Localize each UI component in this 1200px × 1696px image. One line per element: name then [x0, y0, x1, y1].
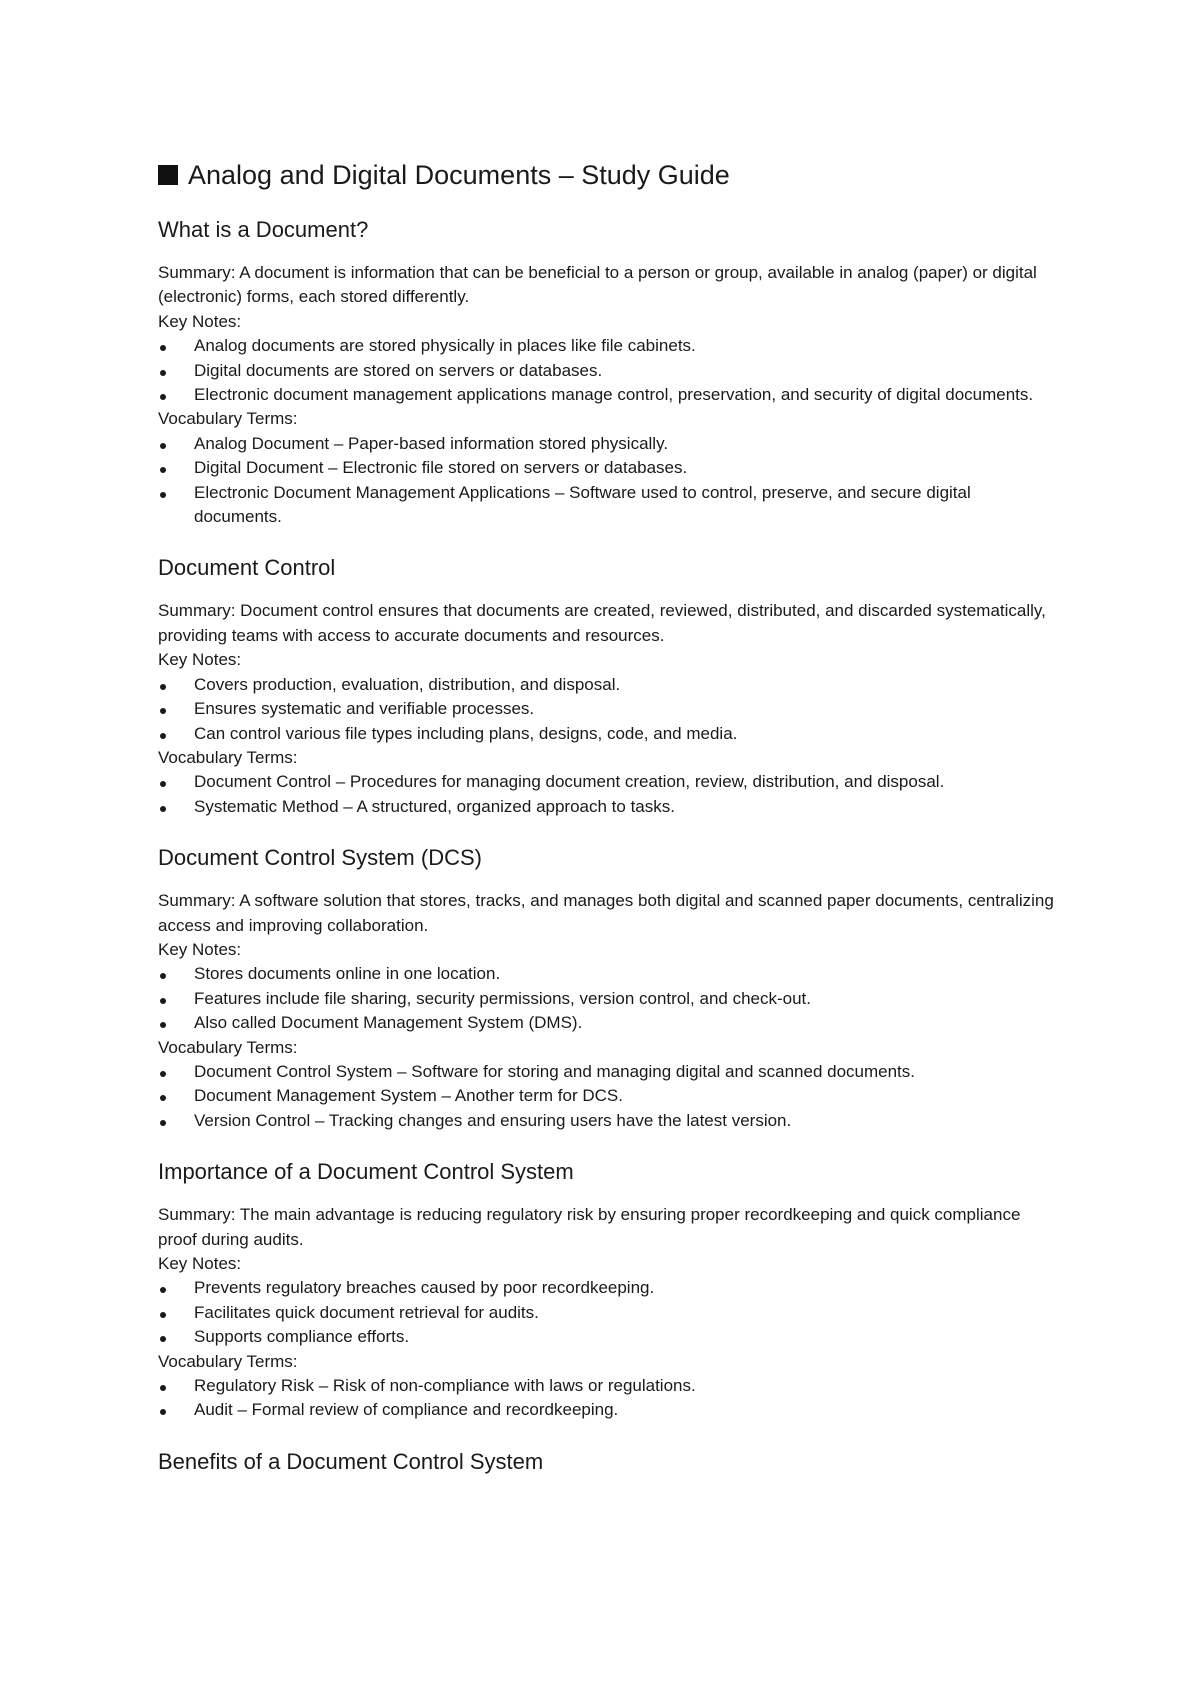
key-note-item — [158, 722, 1058, 746]
vocabulary-terms-list — [158, 770, 1058, 819]
key-note-item — [158, 987, 1058, 1011]
bullet-icon — [160, 684, 166, 690]
bullet-icon — [160, 1022, 166, 1028]
vocabulary-terms-list — [158, 1374, 1058, 1423]
bullet-icon — [160, 1409, 166, 1415]
vocab-item — [158, 1084, 1058, 1108]
key-note-item-text: Facilitates quick document retrieval for audits. — [194, 1302, 539, 1322]
vocab-item-text: Version Control – Tracking changes and ensuring users have the latest version. — [194, 1110, 792, 1130]
key-note-item-text: Analog documents are stored physically in places like file cabinets. — [194, 336, 696, 356]
vocab-item-text: Document Control – Procedures for managing document creation, review, distribution, and disposal. — [194, 772, 945, 792]
bullet-icon — [160, 370, 166, 376]
vocab-item — [158, 1060, 1058, 1084]
section-heading: Document Control — [158, 555, 336, 581]
black-square-icon — [158, 165, 178, 185]
bullet-icon — [160, 806, 166, 812]
section — [158, 215, 1058, 529]
vocab-item — [158, 1109, 1058, 1133]
key-note-item — [158, 1011, 1058, 1035]
bullet-icon — [160, 1095, 166, 1101]
bullet-icon — [160, 781, 166, 787]
section-summary: Summary: A software solution that stores, tracks, and manages both digital and scanned paper documents, centralizing access and improving collaboration. — [158, 891, 1054, 935]
vocab-item — [158, 1374, 1058, 1398]
section-summary: Summary: A document is information that can be beneficial to a person or group, available in analog (paper) or digital (electronic) forms, each stored differently. — [158, 263, 1037, 307]
key-note-item — [158, 697, 1058, 721]
key-note-item-text: Supports compliance efforts. — [194, 1327, 410, 1347]
section-heading: Benefits of a Document Control System — [158, 1448, 544, 1474]
key-note-item-text: Digital documents are stored on servers or databases. — [194, 360, 603, 380]
vocab-item — [158, 456, 1058, 480]
key-notes-list — [158, 962, 1058, 1035]
bullet-icon — [160, 1071, 166, 1077]
vocabulary-terms: Vocabulary Terms: — [158, 409, 298, 429]
bullet-icon — [160, 1287, 166, 1293]
key-note-item-text: Can control various file types including plans, designs, code, and media. — [194, 723, 738, 743]
bullet-icon — [160, 733, 166, 739]
vocabulary-terms-list — [158, 432, 1058, 530]
vocab-item-text: Audit – Formal review of compliance and recordkeeping. — [194, 1400, 619, 1420]
key-notes: Key Notes: — [158, 1254, 242, 1273]
key-note-item-text: Also called Document Management System (DMS). — [194, 1013, 583, 1033]
section-heading: What is a Document? — [158, 217, 369, 242]
vocab-item-text: Electronic Document Management Applications – Software used to control, preserve, and secure digital documents. — [194, 482, 971, 527]
bullet-icon — [160, 998, 166, 1004]
vocab-item-text: Document Control System – Software for storing and managing digital and scanned documents. — [194, 1061, 916, 1081]
document-page — [158, 155, 1058, 1493]
key-note-item-text: Stores documents online in one location. — [194, 964, 501, 984]
vocabulary-terms: Vocabulary Terms: — [158, 1037, 298, 1057]
key-note-item — [158, 1325, 1058, 1349]
bullet-icon — [160, 708, 166, 714]
key-notes-list — [158, 334, 1058, 407]
bullet-icon — [160, 1120, 166, 1126]
section-summary: Summary: Document control ensures that documents are created, reviewed, distributed, and discarded systematically, providing teams with access to accurate documents and resources. — [158, 601, 1046, 645]
bullet-icon — [160, 492, 166, 498]
bullet-icon — [160, 345, 166, 351]
bullet-icon — [160, 394, 166, 400]
section-heading: Importance of a Document Control System — [158, 1159, 574, 1185]
section — [158, 843, 1058, 1133]
section-summary: Summary: The main advantage is reducing regulatory risk by ensuring proper recordkeeping and quick compliance proof during audits. — [158, 1205, 1021, 1249]
key-notes: Key Notes: — [158, 311, 242, 331]
key-note-item-text: Covers production, evaluation, distribution, and disposal. — [194, 674, 621, 694]
key-note-item — [158, 1301, 1058, 1325]
bullet-icon — [160, 443, 166, 449]
key-note-item-text: Prevents regulatory breaches caused by poor recordkeeping. — [194, 1278, 655, 1298]
vocab-item — [158, 770, 1058, 794]
vocabulary-terms: Vocabulary Terms: — [158, 747, 298, 767]
vocab-item-text: Digital Document – Electronic file stored on servers or databases. — [194, 458, 688, 478]
sections-container — [158, 215, 1058, 1477]
vocab-item-text: Analog Document – Paper-based information stored physically. — [194, 433, 669, 453]
key-note-item — [158, 359, 1058, 383]
vocab-item-text: Systematic Method – A structured, organized approach to tasks. — [194, 796, 675, 816]
vocab-item-text: Regulatory Risk – Risk of non-compliance with laws or regulations. — [194, 1376, 696, 1396]
section-heading: Document Control System (DCS) — [158, 845, 482, 871]
key-note-item — [158, 334, 1058, 358]
key-note-item — [158, 962, 1058, 986]
key-note-item-text: Electronic document management applications manage control, preservation, and security of digital documents. — [194, 385, 1034, 405]
key-note-item-text: Features include file sharing, security permissions, version control, and check-out. — [194, 988, 812, 1008]
page-title-text: Analog and Digital Documents – Study Guide — [188, 160, 730, 190]
key-note-item — [158, 383, 1058, 407]
section — [158, 1157, 1058, 1423]
vocabulary-terms: Vocabulary Terms: — [158, 1351, 298, 1371]
key-note-item-text: Ensures systematic and verifiable processes. — [194, 699, 535, 719]
vocabulary-terms-list — [158, 1060, 1058, 1133]
section — [158, 553, 1058, 819]
vocab-item — [158, 1398, 1058, 1422]
key-notes-list — [158, 1276, 1058, 1349]
vocab-item-text: Document Management System – Another term for DCS. — [194, 1086, 623, 1106]
key-notes-list — [158, 673, 1058, 746]
vocab-item — [158, 432, 1058, 456]
section — [158, 1447, 1058, 1477]
key-note-item — [158, 1276, 1058, 1300]
vocab-item — [158, 481, 1058, 530]
key-note-item — [158, 673, 1058, 697]
page-title — [158, 155, 1058, 195]
bullet-icon — [160, 973, 166, 979]
bullet-icon — [160, 1385, 166, 1391]
key-notes: Key Notes: — [158, 650, 242, 670]
bullet-icon — [160, 467, 166, 473]
bullet-icon — [160, 1312, 166, 1318]
bullet-icon — [160, 1336, 166, 1342]
key-notes: Key Notes: — [158, 939, 242, 959]
vocab-item — [158, 795, 1058, 819]
